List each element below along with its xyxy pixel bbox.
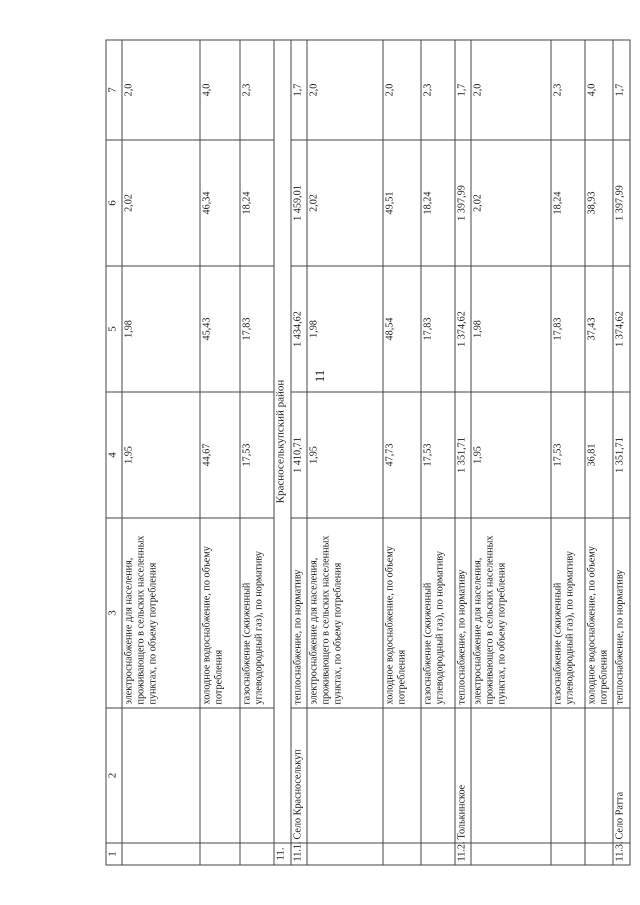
cell-name: [240, 708, 274, 843]
cell-c7: 2,0: [383, 40, 421, 140]
table-row: [122, 40, 200, 865]
table-row: [455, 40, 471, 865]
cell-service: теплоснабжение, по нормативу: [455, 518, 471, 708]
cell-c5: 17,83: [240, 266, 274, 392]
cell-name: Толькинское: [455, 708, 471, 843]
table-body-bottom: [291, 40, 630, 865]
cell-c5: 1 434,62: [291, 266, 307, 392]
cell-c6: 2,02: [307, 140, 383, 266]
cell-num: [240, 843, 274, 865]
cell-num: [585, 843, 613, 865]
cell-num: [122, 843, 200, 865]
cell-c7: 1,7: [613, 40, 630, 140]
cell-c5: 17,83: [421, 266, 455, 392]
table-row: [471, 40, 551, 865]
header-cell: 6: [106, 140, 122, 266]
cell-c4: 1 351,71: [455, 392, 471, 518]
cell-name: [421, 708, 455, 843]
header-cell: 4: [106, 392, 122, 518]
cell-num: 11.2.: [455, 843, 471, 865]
cell-c4: 17,53: [240, 392, 274, 518]
cell-name: [307, 708, 383, 843]
cell-c6: 49,51: [383, 140, 421, 266]
cell-c4: 1,95: [471, 392, 551, 518]
cell-c4: 44,67: [200, 392, 240, 518]
header-row: [106, 40, 122, 865]
cell-name: [200, 708, 240, 843]
cell-service: газоснабжение (сжиженный углеводородный газ), по нормативу: [551, 518, 585, 708]
rotated-table-container: [106, 40, 626, 865]
cell-c5: 1 374,62: [613, 266, 630, 392]
cell-name: [585, 708, 613, 843]
page-number: 11: [312, 369, 327, 383]
cell-c6: 46,34: [200, 140, 240, 266]
cell-num: [421, 843, 455, 865]
cell-c7: 2,0: [122, 40, 200, 140]
cell-c4: 17,53: [421, 392, 455, 518]
header-cell: 3: [106, 518, 122, 708]
cell-service: газоснабжение (сжиженный углеводородный газ), по нормативу: [240, 518, 274, 708]
cell-c4: 17,53: [551, 392, 585, 518]
table-row: [421, 40, 455, 865]
table-row: [613, 40, 630, 865]
cell-service: холодное водоснабжение, по объему потребления: [200, 518, 240, 708]
cell-name: [122, 708, 200, 843]
cell-c6: 1 397,99: [455, 140, 471, 266]
cell-c4: 1 410,71: [291, 392, 307, 518]
cell-c5: 1,98: [307, 266, 383, 392]
cell-name: Село Красноселькуп: [291, 708, 307, 843]
region-name: Красноселькупский район: [274, 40, 291, 843]
cell-c5: 17,83: [551, 266, 585, 392]
cell-num: [471, 843, 551, 865]
cell-num: 11.1.: [291, 843, 307, 865]
cell-c6: 18,24: [551, 140, 585, 266]
cell-service: холодное водоснабжение, по объему потребления: [585, 518, 613, 708]
table-row: [291, 40, 307, 865]
cell-num: [307, 843, 383, 865]
cell-service: электроснабжение для населения, проживающего в сельских населенных пунктах, по объему потребления: [307, 518, 383, 708]
cell-c4: 36,81: [585, 392, 613, 518]
cell-c6: 2,02: [122, 140, 200, 266]
cell-c5: 1,98: [122, 266, 200, 392]
table-body-top: [122, 40, 274, 865]
cell-c5: 45,43: [200, 266, 240, 392]
header-cell: 5: [106, 266, 122, 392]
cell-c4: 1,95: [122, 392, 200, 518]
cell-c7: 1,7: [455, 40, 471, 140]
table-row: [200, 40, 240, 865]
table-row: [307, 40, 383, 865]
cell-c7: 2,3: [551, 40, 585, 140]
cell-c7: 2,0: [307, 40, 383, 140]
cell-name: Село Ратта: [613, 708, 630, 843]
table-row: [383, 40, 421, 865]
table-row: [585, 40, 613, 865]
cell-c6: 38,93: [585, 140, 613, 266]
cell-c7: 4,0: [200, 40, 240, 140]
header-cell: 1: [106, 843, 122, 865]
header-cell: 7: [106, 40, 122, 140]
cell-c6: 2,02: [471, 140, 551, 266]
cell-c6: 18,24: [421, 140, 455, 266]
cell-c4: 1 351,71: [613, 392, 630, 518]
cell-c6: 18,24: [240, 140, 274, 266]
region-num-cell: 11.: [274, 843, 291, 865]
cell-name: [551, 708, 585, 843]
cell-c6: 1 459,01: [291, 140, 307, 266]
cell-c4: 47,73: [383, 392, 421, 518]
cell-num: [551, 843, 585, 865]
region-row: [274, 40, 291, 865]
cell-num: 11.3.: [613, 843, 630, 865]
header-cell: 2: [106, 708, 122, 843]
table-row: [240, 40, 274, 865]
cell-name: [471, 708, 551, 843]
cell-service: теплоснабжение, по нормативу: [291, 518, 307, 708]
cell-c6: 1 397,99: [613, 140, 630, 266]
cell-c7: 2,3: [240, 40, 274, 140]
cell-name: [383, 708, 421, 843]
cell-service: холодное водоснабжение, по объему потребления: [383, 518, 421, 708]
cell-c5: 1 374,62: [455, 266, 471, 392]
cell-num: [383, 843, 421, 865]
tariff-table: [106, 39, 631, 865]
cell-c5: 37,43: [585, 266, 613, 392]
cell-service: газоснабжение (сжиженный углеводородный газ), по нормативу: [421, 518, 455, 708]
cell-service: теплоснабжение, по нормативу: [613, 518, 630, 708]
cell-c4: 1,95: [307, 392, 383, 518]
cell-c5: 1,98: [471, 266, 551, 392]
cell-num: [200, 843, 240, 865]
cell-service: электроснабжение для населения, проживающего в сельских населенных пунктах, по объему потребления: [471, 518, 551, 708]
cell-c7: 1,7: [291, 40, 307, 140]
cell-c5: 48,54: [383, 266, 421, 392]
cell-c7: 2,3: [421, 40, 455, 140]
cell-service: электроснабжение для населения, проживающего в сельских населенных пунктах, по объему потребления: [122, 518, 200, 708]
cell-c7: 2,0: [471, 40, 551, 140]
cell-c7: 4,0: [585, 40, 613, 140]
table-row: [551, 40, 585, 865]
